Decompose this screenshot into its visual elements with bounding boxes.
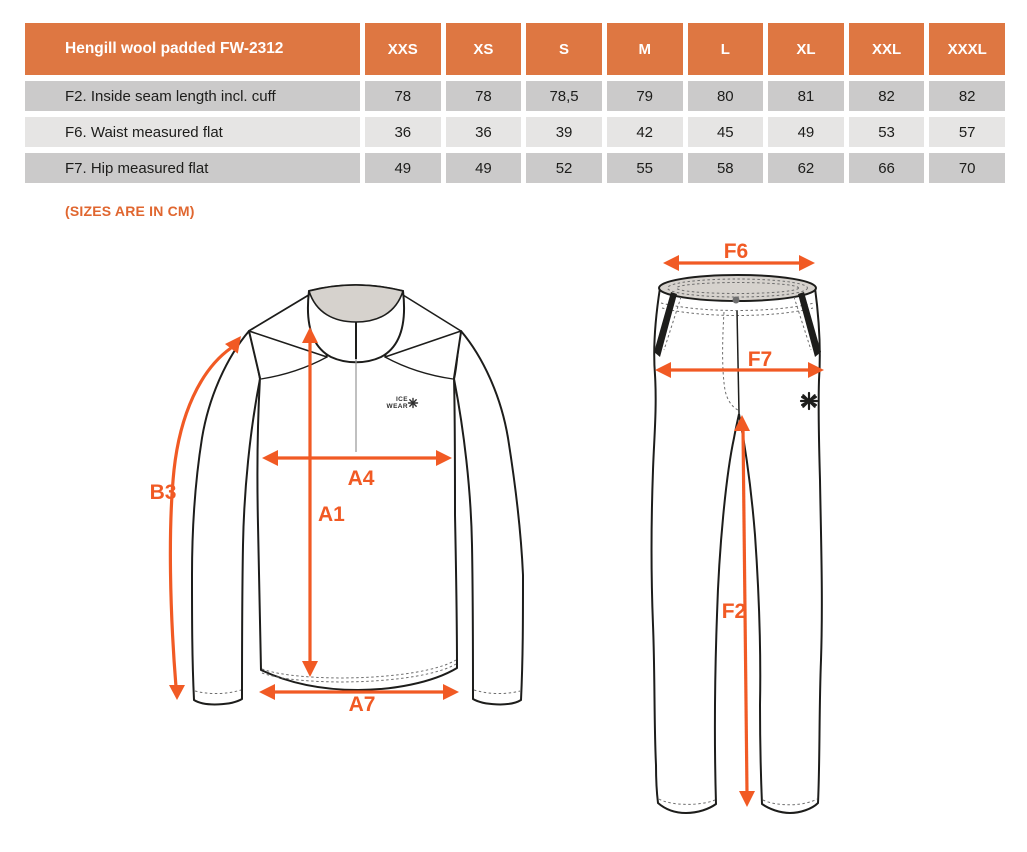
size-header-xxxl: XXXL [929, 23, 1005, 75]
measurement-value: 58 [688, 153, 764, 183]
measurement-value: 49 [446, 153, 522, 183]
logo-text-wear: WEAR [386, 403, 408, 410]
measurement-value: 52 [526, 153, 602, 183]
sweater-diagram [150, 285, 523, 716]
measurement-value: 39 [526, 117, 602, 147]
size-header-l: L [688, 23, 764, 75]
measurement-value: 78,5 [526, 81, 602, 111]
measurement-label: F7. Hip measured flat [25, 153, 360, 183]
arrow-f2-head-bottom [739, 791, 755, 807]
label-f7: F7 [747, 348, 773, 371]
arrow-a7-head-left [259, 684, 275, 700]
units-note: (SIZES ARE IN CM) [65, 203, 195, 219]
measurement-value: 49 [365, 153, 441, 183]
label-a7: A7 [348, 693, 376, 716]
measurement-value: 55 [607, 153, 683, 183]
size-header-xs: XS [446, 23, 522, 75]
measurement-value: 80 [688, 81, 764, 111]
size-header-xxs: XXS [365, 23, 441, 75]
sweater-right-sleeve [454, 331, 523, 704]
measurement-value: 82 [849, 81, 925, 111]
measurement-value: 82 [929, 81, 1005, 111]
label-a1: A1 [318, 503, 345, 526]
measurement-label: F6. Waist measured flat [25, 117, 360, 147]
measurement-value: 36 [365, 117, 441, 147]
measurement-value: 70 [929, 153, 1005, 183]
pants-snowflake-icon [801, 393, 817, 409]
size-header-s: S [526, 23, 602, 75]
size-header-xxl: XXL [849, 23, 925, 75]
measurement-label: F2. Inside seam length incl. cuff [25, 81, 360, 111]
label-f2: F2 [721, 600, 747, 623]
pants-button [733, 297, 740, 304]
label-a4: A4 [347, 467, 375, 490]
label-b3: B3 [149, 481, 177, 504]
pants-diagram [652, 240, 825, 813]
arrow-f6-head-left [663, 255, 679, 271]
measurement-value: 45 [688, 117, 764, 147]
logo-snowflake-icon [409, 399, 418, 408]
size-header-m: M [607, 23, 683, 75]
arrow-f6-head-right [799, 255, 815, 271]
measurement-value: 36 [446, 117, 522, 147]
arrow-b3-head-bottom [169, 685, 185, 700]
label-f6: F6 [723, 240, 749, 263]
arrow-a7-head-right [443, 684, 459, 700]
measurement-value: 66 [849, 153, 925, 183]
pants-body [652, 288, 822, 813]
measurement-value: 78 [446, 81, 522, 111]
measurement-value: 49 [768, 117, 844, 147]
measurement-value: 42 [607, 117, 683, 147]
sweater-left-sleeve [192, 331, 260, 704]
measurement-value: 78 [365, 81, 441, 111]
measurement-value: 81 [768, 81, 844, 111]
size-header-xl: XL [768, 23, 844, 75]
measurement-value: 53 [849, 117, 925, 147]
measurement-value: 62 [768, 153, 844, 183]
measurement-value: 57 [929, 117, 1005, 147]
table-title: Hengill wool padded FW-2312 [25, 23, 360, 75]
logo-text-ice: ICE [395, 396, 408, 403]
measurement-value: 79 [607, 81, 683, 111]
